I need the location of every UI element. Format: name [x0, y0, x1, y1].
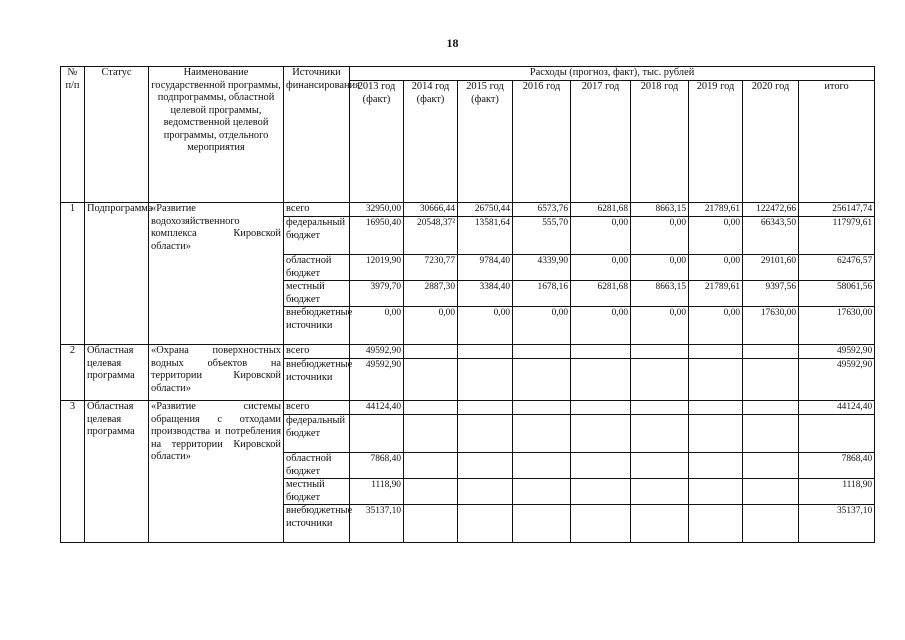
header-year-5: 2018 год: [631, 81, 689, 203]
value-cell: 6281,68: [571, 281, 631, 307]
value-cell: [743, 505, 799, 543]
header-year-8: итого: [799, 81, 875, 203]
value-cell: [350, 415, 404, 453]
value-cell: [799, 415, 875, 453]
value-cell: [458, 505, 513, 543]
value-cell: [743, 401, 799, 415]
value-cell: [631, 415, 689, 453]
value-cell: 30666,44: [404, 203, 458, 217]
funding-source: внебюджетные источники: [284, 307, 350, 345]
value-cell: [513, 401, 571, 415]
funding-source: местный бюджет: [284, 479, 350, 505]
value-cell: [689, 401, 743, 415]
value-cell: 49592,90: [350, 359, 404, 401]
table-row: [61, 345, 875, 359]
value-cell: [571, 479, 631, 505]
funding-source: всего: [284, 401, 350, 415]
value-cell: 35137,10: [350, 505, 404, 543]
value-cell: 256147,74: [799, 203, 875, 217]
value-cell: 7868,40: [799, 453, 875, 479]
header-year-0: 2013 год (факт): [350, 81, 404, 203]
section-status: Областная целевая программа: [85, 345, 149, 401]
value-cell: 0,00: [350, 307, 404, 345]
section-name: «Развитие водохозяйственного комплекса Кировской области»: [149, 203, 284, 345]
value-cell: [458, 359, 513, 401]
section-name: «Охрана поверхностных водных объектов на территории Кировской области»: [149, 345, 284, 401]
value-cell: [404, 479, 458, 505]
value-cell: 117979,61: [799, 217, 875, 255]
value-cell: 29101,60: [743, 255, 799, 281]
value-cell: 62476,57: [799, 255, 875, 281]
value-cell: [571, 453, 631, 479]
value-cell: [689, 345, 743, 359]
value-cell: 26750,44: [458, 203, 513, 217]
funding-source: областной бюджет: [284, 453, 350, 479]
header-year-4: 2017 год: [571, 81, 631, 203]
value-cell: 35137,10: [799, 505, 875, 543]
funding-source: областной бюджет: [284, 255, 350, 281]
value-cell: [689, 415, 743, 453]
section-number: 1: [61, 203, 85, 345]
value-cell: 49592,90: [799, 359, 875, 401]
value-cell: 0,00: [689, 217, 743, 255]
value-cell: [404, 415, 458, 453]
value-cell: [689, 479, 743, 505]
value-cell: [631, 401, 689, 415]
value-cell: 49592,90: [350, 345, 404, 359]
value-cell: 16950,40: [350, 217, 404, 255]
value-cell: [513, 345, 571, 359]
value-cell: 7868,40: [350, 453, 404, 479]
value-cell: [404, 453, 458, 479]
expenses-table: [60, 66, 875, 543]
value-cell: 122472,66: [743, 203, 799, 217]
value-cell: 21789,61: [689, 281, 743, 307]
funding-source: всего: [284, 345, 350, 359]
value-cell: 0,00: [404, 307, 458, 345]
header-name: Наименование государственной программы, подпрограммы, областной целевой программы, ведомственной целевой программы, отдельного мероприятия: [149, 67, 284, 203]
value-cell: [404, 505, 458, 543]
value-cell: [404, 359, 458, 401]
value-cell: [631, 505, 689, 543]
value-cell: [404, 345, 458, 359]
value-cell: [631, 453, 689, 479]
value-cell: [458, 415, 513, 453]
value-cell: [458, 479, 513, 505]
value-cell: [458, 453, 513, 479]
value-cell: 9397,56: [743, 281, 799, 307]
section-status: Подпрограмма: [85, 203, 149, 345]
value-cell: 0,00: [513, 307, 571, 345]
funding-source: федеральный бюджет: [284, 415, 350, 453]
value-cell: 12019,90: [350, 255, 404, 281]
value-cell: [743, 359, 799, 401]
funding-source: внебюджетные источники: [284, 505, 350, 543]
value-cell: [689, 359, 743, 401]
value-cell: 0,00: [458, 307, 513, 345]
value-cell: 21789,61: [689, 203, 743, 217]
value-cell: [513, 359, 571, 401]
value-cell: 66343,50: [743, 217, 799, 255]
value-cell: [631, 359, 689, 401]
value-cell: [743, 479, 799, 505]
value-cell: 9784,40: [458, 255, 513, 281]
value-cell: [513, 415, 571, 453]
page-number: 18: [446, 36, 459, 50]
value-cell: 4339,90: [513, 255, 571, 281]
value-cell: 20548,37²: [404, 217, 458, 255]
value-cell: 6281,68: [571, 203, 631, 217]
header-no: № п/п: [61, 67, 85, 203]
funding-source: внебюджетные источники: [284, 359, 350, 401]
value-cell: 0,00: [571, 255, 631, 281]
header-year-1: 2014 год (факт): [404, 81, 458, 203]
value-cell: [458, 345, 513, 359]
value-cell: 58061,56: [799, 281, 875, 307]
value-cell: [689, 453, 743, 479]
value-cell: 0,00: [631, 255, 689, 281]
value-cell: 13581,64: [458, 217, 513, 255]
value-cell: [571, 505, 631, 543]
value-cell: 3384,40: [458, 281, 513, 307]
value-cell: 0,00: [571, 217, 631, 255]
value-cell: 0,00: [689, 307, 743, 345]
value-cell: 49592,90: [799, 345, 875, 359]
value-cell: [513, 453, 571, 479]
value-cell: [571, 345, 631, 359]
value-cell: 6573,76: [513, 203, 571, 217]
header-year-3: 2016 год: [513, 81, 571, 203]
value-cell: 32950,00: [350, 203, 404, 217]
header-expenses: Расходы (прогноз, факт), тыс. рублей: [350, 67, 875, 81]
value-cell: [513, 479, 571, 505]
value-cell: 17630,00: [743, 307, 799, 345]
value-cell: 3979,70: [350, 281, 404, 307]
value-cell: [571, 415, 631, 453]
value-cell: 17630,00: [799, 307, 875, 345]
value-cell: 1678,16: [513, 281, 571, 307]
table-row: [61, 203, 875, 217]
value-cell: 0,00: [631, 307, 689, 345]
value-cell: [743, 415, 799, 453]
value-cell: 0,00: [571, 307, 631, 345]
table-row: [61, 401, 875, 415]
funding-source: федеральный бюджет: [284, 217, 350, 255]
header-source: Источники финансирования: [284, 67, 350, 203]
value-cell: 555,70: [513, 217, 571, 255]
value-cell: [458, 401, 513, 415]
value-cell: [689, 505, 743, 543]
funding-source: местный бюджет: [284, 281, 350, 307]
value-cell: 2887,30: [404, 281, 458, 307]
value-cell: 8663,15: [631, 203, 689, 217]
value-cell: [404, 401, 458, 415]
value-cell: 0,00: [631, 217, 689, 255]
value-cell: 1118,90: [350, 479, 404, 505]
value-cell: [631, 479, 689, 505]
value-cell: 44124,40: [350, 401, 404, 415]
section-name: «Развитие системы обращения с отходами производства и потребления на территории Кировской области»: [149, 401, 284, 543]
section-number: 2: [61, 345, 85, 401]
value-cell: 7230,77: [404, 255, 458, 281]
value-cell: [631, 345, 689, 359]
value-cell: 0,00: [689, 255, 743, 281]
section-number: 3: [61, 401, 85, 543]
header-status: Статус: [85, 67, 149, 203]
funding-source: всего: [284, 203, 350, 217]
value-cell: 8663,15: [631, 281, 689, 307]
value-cell: [571, 359, 631, 401]
header-year-7: 2020 год: [743, 81, 799, 203]
value-cell: [513, 505, 571, 543]
value-cell: [743, 453, 799, 479]
section-status: Областная целевая программа: [85, 401, 149, 543]
value-cell: [571, 401, 631, 415]
value-cell: [743, 345, 799, 359]
value-cell: 44124,40: [799, 401, 875, 415]
value-cell: 1118,90: [799, 479, 875, 505]
header-year-6: 2019 год: [689, 81, 743, 203]
header-year-2: 2015 год (факт): [458, 81, 513, 203]
